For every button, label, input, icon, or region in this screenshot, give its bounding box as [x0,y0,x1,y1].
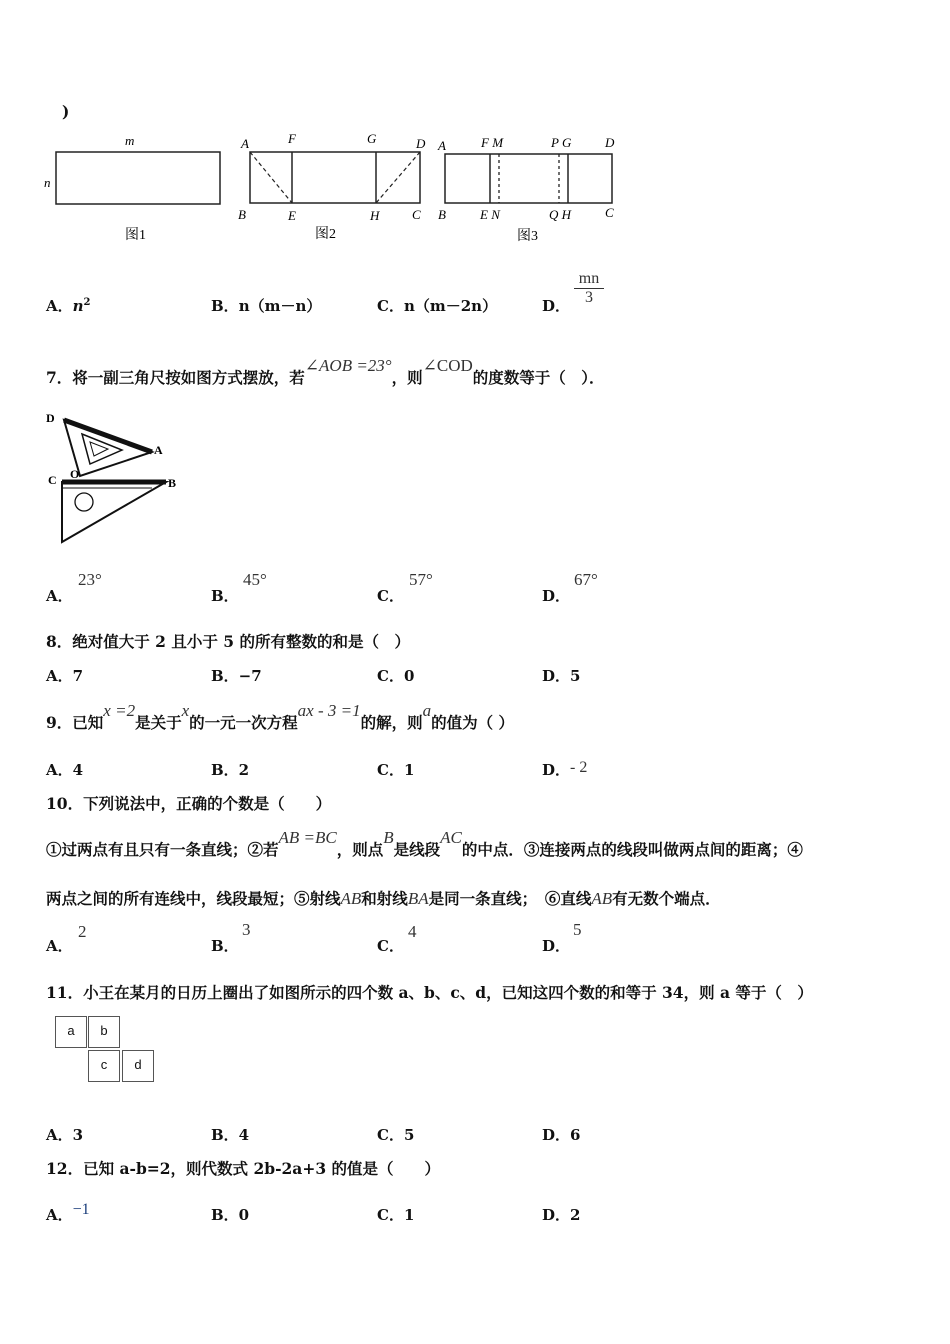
svg-text:B: B [238,207,246,222]
q11-option-c[interactable]: C．5 [377,1126,415,1144]
q8-stem: 8．绝对值大于 2 且小于 5 的所有整数的和是（ ） [46,632,410,651]
q7-option-b-value: 45° [243,570,267,589]
svg-text:G: G [367,131,377,146]
svg-text:D: D [605,135,615,150]
svg-text:C: C [412,207,421,222]
q12-option-d[interactable]: D．2 [542,1206,581,1224]
q10-option-d-value: 5 [573,920,582,939]
q7-stem: 7．将一副三角尺按如图方式摆放，若∠AOB =23°，则∠COD的度数等于（ ）． [46,356,605,387]
q9-stem: 9．已知x =2是关于x的一元一次方程ax - 3 =1的解，则a的值为（ ） [46,701,515,732]
q6-closing-paren: ) [62,102,70,121]
q6-figures [40,125,640,250]
q10-option-a[interactable]: A． [46,937,73,955]
svg-text:B: B [438,207,446,222]
q10-option-b[interactable]: B． [211,937,239,955]
q12-option-b[interactable]: B．0 [211,1206,250,1224]
q12-stem: 12．已知 a-b=2，则代数式 2b-2a+3 的值是（ ） [46,1159,441,1178]
q9-option-c[interactable]: C．1 [377,761,415,779]
fig1-caption: 图1 [125,228,146,243]
q11-option-a[interactable]: A．3 [46,1126,84,1144]
q6-option-b[interactable]: B．n（m－n） [211,297,322,315]
q10-option-d[interactable]: D． [542,937,571,955]
q8-option-d[interactable]: D．5 [542,667,581,685]
fig2-caption: 图2 [315,227,336,242]
svg-text:O: O [70,467,80,481]
q11-option-d[interactable]: D．6 [542,1126,581,1144]
calendar-cell-d: d [122,1050,154,1082]
q6-option-c[interactable]: C．n（m－2n） [377,297,498,315]
q7-option-d[interactable]: D． [542,587,571,605]
calendar-cell-a: a [55,1016,87,1048]
svg-text:A: A [438,138,446,153]
fig2-rectangle [250,152,420,203]
q8-option-b[interactable]: B．−7 [211,667,262,685]
q7-option-b[interactable]: B． [211,587,239,605]
q9-option-b[interactable]: B．2 [211,761,250,779]
q10-option-a-value: 2 [78,922,87,941]
q7-triangle-figure [44,408,194,548]
q10-option-b-value: 3 [242,920,251,939]
svg-text:F M: F M [481,135,504,150]
q8-option-a[interactable]: A．7 [46,667,84,685]
q10-option-c[interactable]: C． [377,937,404,955]
fig1-label-n: n [44,175,51,190]
svg-text:C: C [48,473,57,487]
svg-text:P G: P G [551,135,572,150]
q7-option-d-value: 67° [574,570,598,589]
q10-option-c-value: 4 [408,922,417,941]
svg-text:Q H: Q H [549,207,572,222]
q11-option-b[interactable]: B．4 [211,1126,250,1144]
q10-statements-line1: ①过两点有且只有一条直线；②若AB =BC，则点B是线段AC的中点．③连接两点的线段叫做两点间的距离；④ [46,828,803,859]
fig1-label-m: m [125,133,135,148]
q12-option-a[interactable]: A．−1 [46,1201,90,1224]
svg-text:H: H [370,208,380,223]
q7-option-a[interactable]: A． [46,587,73,605]
q6-option-d-fraction: mn 3 [574,270,604,307]
svg-text:E N: E N [480,207,500,222]
q11-stem: 11．小王在某月的日历上圈出了如图所示的四个数 a、b、c、d，已知这四个数的和等于 34，则 a 等于（ ） [46,983,813,1002]
q9-option-a[interactable]: A．4 [46,761,84,779]
q12-option-c[interactable]: C．1 [377,1206,415,1224]
fig1-rectangle [56,152,220,204]
q6-option-a[interactable]: A．$n^2$ [46,297,91,315]
fig3-rectangle [445,154,612,203]
calendar-cell-b: b [88,1016,120,1048]
svg-text:F: F [288,131,296,146]
svg-text:C: C [605,205,614,220]
calendar-cell-c: c [88,1050,120,1082]
svg-text:E: E [288,208,296,223]
q10-stem: 10．下列说法中，正确的个数是（ ） [46,794,332,813]
svg-text:A: A [154,443,163,457]
q7-option-c-value: 57° [409,570,433,589]
q9-option-d[interactable]: D．- 2 [542,759,588,779]
q10-statements-line2: 两点之间的所有连线中，线段最短；⑤射线AB和射线BA是同一条直线； ⑥直线AB有无数个端点． [46,889,721,908]
svg-text:D: D [46,411,55,425]
svg-text:D: D [416,136,426,151]
q7-option-a-value: 23° [78,570,102,589]
svg-text:B: B [168,476,177,490]
q8-option-c[interactable]: C．0 [377,667,415,685]
fig3-caption: 图3 [517,229,538,244]
q6-option-d[interactable]: D． [542,297,571,315]
svg-text:A: A [241,136,249,151]
q7-option-c[interactable]: C． [377,587,404,605]
